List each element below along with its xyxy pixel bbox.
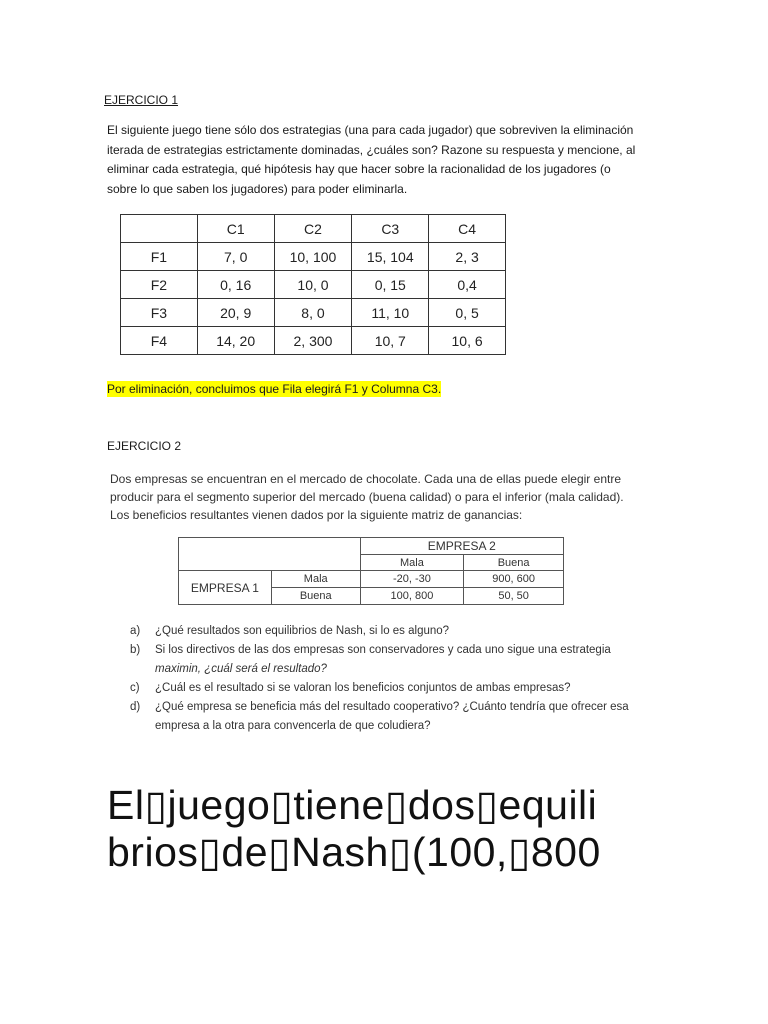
table-cell: F1 bbox=[121, 243, 198, 271]
table-corner-cell bbox=[179, 538, 361, 571]
table-cell: F3 bbox=[121, 299, 198, 327]
empresa-2-header: EMPRESA 2 bbox=[360, 538, 563, 555]
table-cell: 11, 10 bbox=[352, 299, 429, 327]
list-item bbox=[130, 622, 650, 641]
question-label: d) bbox=[130, 701, 141, 713]
table-cell: -20, -30 bbox=[360, 571, 464, 588]
table-row bbox=[121, 271, 506, 299]
question-label: a) bbox=[130, 625, 141, 637]
table-header-cell: C2 bbox=[274, 215, 352, 243]
table-cell: 2, 300 bbox=[274, 327, 352, 355]
paragraph-line: eliminar cada estrategia, qué hipótesis hay que hacer sobre la racionalidad de los jugadores (o bbox=[107, 162, 611, 176]
table-row bbox=[121, 327, 506, 355]
table-cell: 8, 0 bbox=[274, 299, 352, 327]
table-cell: 7, 0 bbox=[197, 243, 274, 271]
table-header-cell: C4 bbox=[429, 215, 506, 243]
table-cell: 2, 3 bbox=[429, 243, 506, 271]
table-cell: 10, 100 bbox=[274, 243, 352, 271]
table-cell: 900, 600 bbox=[464, 571, 564, 588]
table-cell: 10, 6 bbox=[429, 327, 506, 355]
list-item bbox=[130, 679, 650, 698]
exercise-1-paragraph bbox=[107, 121, 707, 199]
question-text: maximin, ¿cuál será el resultado? bbox=[155, 663, 327, 675]
payoff-table-1 bbox=[120, 214, 506, 355]
column-header-mala: Mala bbox=[360, 555, 464, 571]
table-cell: 10, 7 bbox=[352, 327, 429, 355]
table-row bbox=[121, 299, 506, 327]
table-row bbox=[121, 243, 506, 271]
table-cell: 20, 9 bbox=[197, 299, 274, 327]
conclusion-highlight bbox=[107, 380, 441, 398]
column-header-buena: Buena bbox=[464, 555, 564, 571]
intro-line: producir para el segmento superior del mercado (buena calidad) o para el inferior (mala calidad). bbox=[110, 490, 624, 504]
answer-line: El▯juego▯tiene▯dos▯equili bbox=[107, 782, 598, 828]
row-header-buena: Buena bbox=[271, 588, 360, 605]
table-cell: 10, 0 bbox=[274, 271, 352, 299]
table-cell: 0, 5 bbox=[429, 299, 506, 327]
table-corner-cell bbox=[121, 215, 198, 243]
list-item bbox=[130, 641, 650, 679]
payoff-table-2 bbox=[178, 537, 564, 605]
question-label: c) bbox=[130, 682, 140, 694]
exercise-2-intro bbox=[110, 470, 650, 524]
table-header-cell: C3 bbox=[352, 215, 429, 243]
table-cell: 15, 104 bbox=[352, 243, 429, 271]
intro-line: Los beneficios resultantes vienen dados por la siguiente matriz de ganancias: bbox=[110, 508, 523, 522]
question-text: ¿Qué empresa se beneficia más del resultado cooperativo? ¿Cuánto tendría que ofrecer esa bbox=[155, 701, 629, 713]
exercise-1-title: EJERCICIO 1 bbox=[104, 93, 179, 107]
row-header-mala: Mala bbox=[271, 571, 360, 588]
table-cell: 100, 800 bbox=[360, 588, 464, 605]
table-cell: F2 bbox=[121, 271, 198, 299]
answer-line: brios▯de▯Nash▯(100,▯800 bbox=[107, 829, 601, 875]
paragraph-line: sobre lo que saben los jugadores) para poder eliminarla. bbox=[107, 181, 408, 196]
empresa-1-header: EMPRESA 1 bbox=[179, 571, 272, 605]
question-text: ¿Cuál es el resultado si se valoran los beneficios conjuntos de ambas empresas? bbox=[155, 682, 571, 694]
paragraph-line: El siguiente juego tiene sólo dos estrategias (una para cada jugador) que sobreviven la eliminación bbox=[107, 123, 634, 137]
question-label: b) bbox=[130, 644, 141, 656]
intro-line: Dos empresas se encuentran en el mercado de chocolate. Cada una de ellas puede elegir entre bbox=[110, 472, 621, 486]
table-cell: 14, 20 bbox=[197, 327, 274, 355]
question-text: Si los directivos de las dos empresas son conservadores y cada uno sigue una estrategia bbox=[155, 644, 611, 656]
table-cell: 0, 15 bbox=[352, 271, 429, 299]
exercise-2-title: EJERCICIO 2 bbox=[107, 439, 182, 453]
paragraph-line: iterada de estrategias estrictamente dominadas, ¿cuáles son? Razone su respuesta y mencione, al bbox=[107, 142, 636, 157]
table-header-row bbox=[121, 215, 506, 243]
table-cell: 50, 50 bbox=[464, 588, 564, 605]
table-cell: 0, 16 bbox=[197, 271, 274, 299]
question-text: empresa a la otra para convencerla de que coludiera? bbox=[155, 720, 431, 732]
answer-text bbox=[107, 782, 757, 876]
table-header-cell: C1 bbox=[197, 215, 274, 243]
table-cell: 0,4 bbox=[429, 271, 506, 299]
question-list bbox=[130, 622, 650, 736]
conclusion-text: Por eliminación, concluimos que Fila elegirá F1 y Columna C3. bbox=[107, 382, 442, 396]
question-text: ¿Qué resultados son equilibrios de Nash, si lo es alguno? bbox=[155, 625, 450, 637]
list-item bbox=[130, 698, 650, 736]
table-cell: F4 bbox=[121, 327, 198, 355]
